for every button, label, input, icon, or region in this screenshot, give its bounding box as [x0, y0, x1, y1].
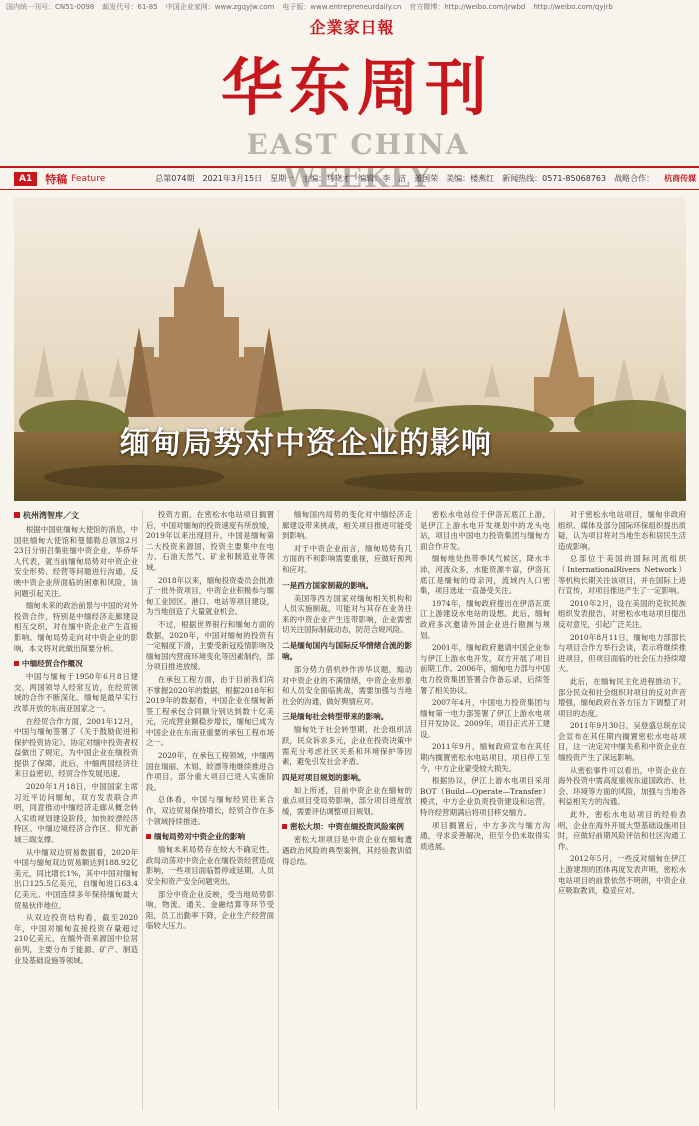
byline — [14, 510, 138, 521]
topline-item: 中国企业家网：www.zgqyjw.com — [165, 3, 275, 11]
subheading — [282, 821, 412, 832]
subheading-text: 中缅经贸合作概况 — [22, 659, 83, 669]
paragraph: 2020年，在承包工程领域，中缅两国在瑞丽、木姐、皎漂等地继续推进合作项目，部分重大项目已进入实施阶段。 — [146, 751, 274, 792]
page-number: A1 — [14, 172, 37, 186]
topline-item: 国内统一刊号：CN51-0098 — [6, 3, 95, 11]
red-square-icon — [14, 661, 19, 666]
masthead-english: EAST CHINA WEEKLY — [246, 128, 470, 194]
paragraph: 2011年9月，缅甸政府宣布在其任期内搁置密松水电站项目，项目停工至今，中方企业蒙受较大损失。 — [420, 742, 550, 773]
paragraph: 根据中国驻缅甸大使馆的消息，中国驻缅甸大使馆和曼德勒总领馆2月23日分别召集驻缅中资企业、华侨华人代表，就当前缅甸局势对中资企业安全形势、经营等问题进行沟通，反映中资企业所面临的困难和风险，该问题引起关注。 — [14, 525, 138, 598]
paragraph: 1974年，缅甸政府提出在伊洛瓦底江上游建设水电站的设想。此后，缅甸政府多次邀请外国企业进行勘测与规划。 — [420, 598, 550, 640]
section-header-bar — [0, 166, 699, 190]
subheading: 二是缅甸国内与国际反华情绪合流的影响。 — [282, 640, 412, 661]
subheading — [14, 658, 138, 669]
paragraph: 缅甸未来局势存在较大不确定性，政局动荡对中资企业在缅投资经营造成影响，一些项目面临暂停或延期，人员安全和资产安全问题突出。 — [146, 845, 274, 886]
article-column-2 — [146, 510, 274, 1110]
article-column-1 — [14, 510, 138, 1110]
paragraph: 2020年1月18日，中国国家主席习近平访问缅甸，双方发表联合声明，同意推动中缅经济走廊从概念转入实质规划建设阶段，加快皎漂经济特区、中缅边境经济合作区、仰光新城三端支撑。 — [14, 782, 138, 845]
subheading — [146, 831, 274, 842]
paragraph: 2007年4月，中国电力投资集团与缅甸第一电力部签署了伊江上游水电项目开发协议。2009年，项目正式开工建设。 — [420, 698, 550, 739]
partner-logo: 杭商传媒 — [664, 174, 697, 183]
subheading: 一是西方国家制裁的影响。 — [282, 580, 374, 590]
paragraph: 2010年8月11日，缅甸电力部部长与项目合作方举行会谈，表示将继续推进项目，但项目面临的社会压力持续增大。 — [558, 632, 686, 674]
paragraph: 根据协议，伊江上游水电项目采用BOT（Build—Operate—Transfer）模式，中方企业负责投资建设和运营，特许经营期满后将项目移交缅方。 — [420, 776, 550, 818]
paragraph: 对于密松水电站项目，缅甸非政府组织、媒体及部分国际环保组织提出质疑，认为项目将对当地生态和居民生活造成影响。 — [558, 510, 686, 551]
subheading: 四是对项目规划的影响。 — [282, 772, 366, 782]
topline-item: 邮发代号：61-85 — [102, 3, 158, 11]
paragraph: 此后，在缅甸民主化进程推动下，部分民众和社会组织对项目的反对声音增强，缅甸政府在各方压力下调整了对项目的态度。 — [558, 676, 686, 718]
paragraph: 部分势力借机炒作涉华议题，煽动对中资企业的不满情绪，中资企业形象和人员安全面临挑战，需要加强与当地社会的沟通，做好舆情应对。 — [282, 664, 412, 706]
paragraph: 不过，根据世界银行和缅甸方面的数据，2020年，中国对缅甸的投资有一定幅度下滑，主要受新冠疫情影响及缅甸国内营商环境变化等因素制约，部分项目推进放缓。 — [146, 619, 274, 672]
paragraph: 项目搁置后，中方多次与缅方沟通，寻求妥善解决，但至今仍未取得实质进展。 — [420, 820, 550, 851]
paragraph: 缅甸处于社会转型期，社会组织活跃，民众诉求多元，企业在投资决策中需充分考虑社区关系和环境保护等因素，避免引发社会矛盾。 — [282, 725, 412, 767]
column-divider — [142, 510, 143, 1110]
topline-item: 电子版：www.entrepreneurdaily.cn — [282, 3, 402, 11]
paragraph: 对于中资企业而言，缅甸局势有几方面的不利影响需要重视，应做好预判和应对。 — [282, 543, 412, 574]
article-column-4 — [420, 510, 550, 1110]
paragraph: 在经贸合作方面，2001年12月，中国与缅甸签署了《关于鼓励促进和保护投资协定》，协定对缅中投资者权益做出了规定，为中国企业在缅投资提供了保障。此后，中缅两国经济往来日益密切，经贸合作发展迅速。 — [14, 716, 138, 779]
newspaper-brand: 企業家日報 — [309, 18, 395, 37]
section-title-english: Feature — [71, 173, 106, 184]
paragraph: 此外，密松水电站项目的经验表明，企业在海外开展大型基础设施项目时，应做好前期风险评估和社区沟通工作。 — [558, 810, 686, 851]
author-text: 杭州湾智库／文 — [23, 511, 79, 520]
paragraph: 从中缅双边贸易数据看，2020年中国与缅甸双边贸易额达到188.92亿美元，同比增长1%，其中中国对缅甸出口125.5亿美元，自缅甸进口63.4亿美元。中国连续多年保持缅甸最大贸易伙伴地位。 — [14, 847, 138, 910]
paragraph: 2001年，缅甸政府邀请中国企业参与伊江上游水电开发，双方开展了项目前期工作。2006年，缅甸电力部与中国电力投资集团签署合作备忘录，后续签署了相关协议。 — [420, 643, 550, 695]
red-square-icon — [282, 824, 287, 829]
paragraph: 在承包工程方面，由于目前我们尚不掌握2020年的数据，根据2018年和2019年的数据看，中国企业在缅甸新签工程承包合同额分别达到数十亿美元，完成营业额稳步增长，缅甸已成为中国企业在东南亚重要的承包工程市场之一。 — [146, 674, 274, 748]
paragraph: 总体看，中国与缅甸经贸往来合作，双边贸易保持增长，经贸合作在多个领域持续推进。 — [146, 795, 274, 826]
paragraph: 从密松事件可以看出，中资企业在海外投资中需高度重视东道国政治、社会、环境等方面的风险，加强与当地各利益相关方的沟通。 — [558, 765, 686, 807]
paragraph: 2018年以来，缅甸投资委员会批准了一批外资项目，中资企业积极参与缅甸工业园区、港口、电站等项目建设，为当地创造了大量就业机会。 — [146, 575, 274, 617]
red-square-icon — [14, 512, 20, 518]
paragraph: 从双边投资结构看，截至2020年，中国对缅甸直接投资存量超过210亿美元，在缅外资来源国中位居前列，主要分布于能源、矿产、制造业及基础设施等领域。 — [14, 913, 138, 965]
paragraph: 2012年5月，一些反对缅甸在伊江上游建坝的团体再度发表声明，密松水电站项目的前景依然不明朗，中资企业应吸取教训，稳妥应对。 — [558, 854, 686, 896]
paragraph: 部分中资企业反映，受当地局势影响，物流、通关、金融结算等环节受阻，员工出勤率下降，企业生产经营面临较大压力。 — [146, 889, 274, 931]
paragraph: 缅甸未来的政治前景与中国的对外投资合作，特别是中缅经济走廊建设相互交织，对在缅中资企业产生直接影响。缅甸局势走向对中资企业的影响，本文将对此做出简要分析。 — [14, 601, 138, 653]
paragraph: 缅甸地处热带季风气候区，降水丰沛，河流众多，水能资源丰富，伊洛瓦底江是缅甸的母亲河，流域内人口密集，项目选址一直备受关注。 — [420, 554, 550, 596]
subheading: 三是缅甸社会转型带来的影响。 — [282, 712, 389, 722]
column-divider — [554, 510, 555, 1110]
paragraph: 2011年9月30日，吴登盛总统在议会宣布在其任期内搁置密松水电站项目，这一决定对中缅关系和中资企业在缅投资产生了深远影响。 — [558, 721, 686, 763]
subheading-text: 缅甸局势对中资企业的影响 — [154, 832, 246, 842]
article-column-3 — [282, 510, 412, 1110]
paragraph: 缅甸国内局势的变化对中缅经济走廊建设带来挑战，相关项目推进可能受到影响。 — [282, 510, 412, 541]
subheading-text: 密松大坝：中资在缅投资风险案例 — [290, 822, 404, 832]
issue-meta: 总第074期 2021年3月15日 星期一 主编：马晓才 编辑：李 洁 董国荣 美编：楼燕红 新闻热线：0571-85068763 战略合作： — [155, 174, 655, 183]
paragraph: 2010年2月，设在美国的克钦民族组织发表报告，对密松水电站项目提出反对意见，引起广泛关注。 — [558, 598, 686, 629]
feature-headline: 缅甸局势对中资企业的影响 — [120, 426, 492, 461]
column-divider — [416, 510, 417, 1110]
red-square-icon — [146, 834, 151, 839]
paragraph: 如上所述，目前中资企业在缅甸的重点项目受局势影响，部分项目进度放缓，需要评估调整项目规划。 — [282, 785, 412, 816]
paragraph: 总部位于美国的国际河流组织（InternationalRivers Network）等机构长期关注该项目，并在国际上进行宣传，对项目推进产生了一定影响。 — [558, 554, 686, 596]
paragraph: 密松水电站位于伊洛瓦底江上游，是伊江上游水电开发规划中的龙头电站，项目由中国电力投资集团与缅甸方面合作开发。 — [420, 510, 550, 551]
topline-item: 官方微博：http://weibo.com/jrwbd — [409, 3, 526, 11]
paragraph: 密松大坝项目是中资企业在缅甸遭遇政治风险的典型案例，其经验教训值得总结。 — [282, 835, 412, 866]
masthead-title: 华东周刊 — [220, 51, 493, 124]
section-title: 特稿 — [45, 172, 68, 186]
paragraph: 投资方面，在密松水电站项目搁置后，中国对缅甸的投资速度有所放缓，2019年以来出现回升。中国是缅甸第二大投资来源国，投资主要集中在电力、石油天然气、矿业和制造业等领域。 — [146, 510, 274, 572]
column-divider — [278, 510, 279, 1110]
topline-item: http://weibo.com/qyjrb — [533, 3, 613, 11]
top-info-line — [0, 0, 699, 14]
article-column-5 — [558, 510, 686, 1110]
paragraph: 美国等西方国家对缅甸相关机构和人员实施制裁，可能对与其存在业务往来的中资企业产生连带影响，企业需密切关注国际制裁动态，防范合规风险。 — [282, 593, 412, 635]
paragraph: 中国与缅甸于1950年6月8日建交，两国领导人经常互访，在经贸领域的合作不断深化。缅甸是最早实行改革开放的东南亚国家之一。 — [14, 672, 138, 713]
